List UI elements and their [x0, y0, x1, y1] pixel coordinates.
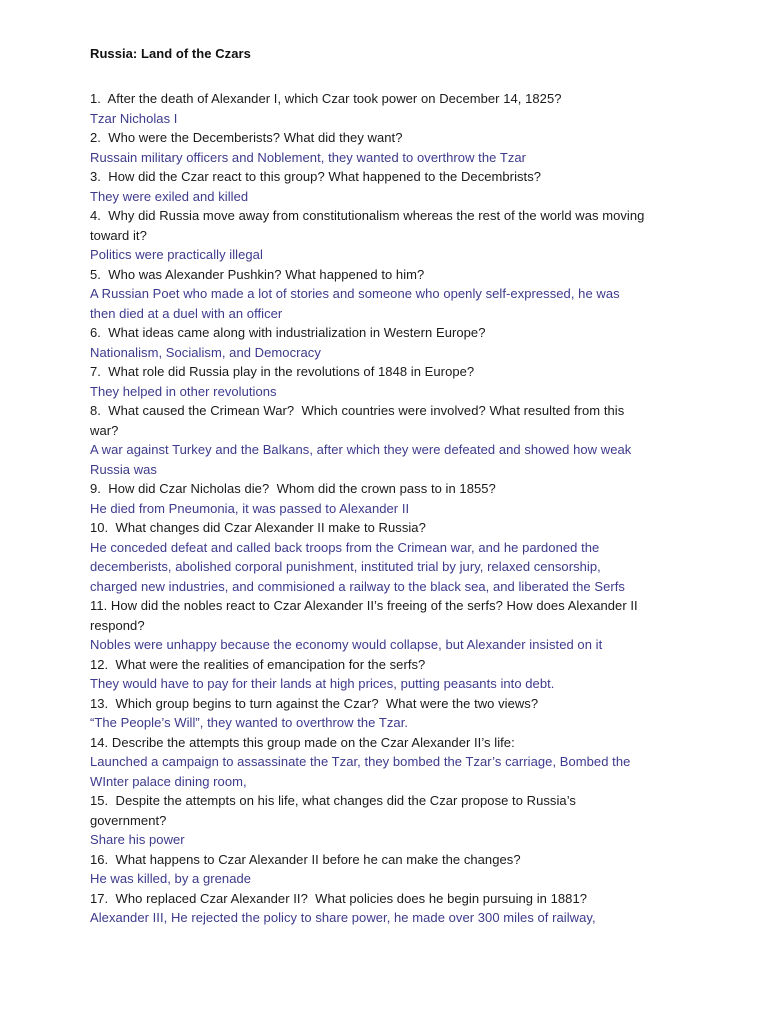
answer-line: A war against Turkey and the Balkans, after which they were defeated and showed how weak — [90, 442, 632, 457]
question-line: 6. What ideas came along with industrialization in Western Europe? — [90, 325, 486, 340]
answer-line: He was killed, by a grenade — [90, 871, 252, 886]
answer-line: Russia was — [90, 461, 157, 477]
question-line: 14. Describe the attempts this group made on the Czar Alexander II’s life: — [90, 734, 515, 750]
document-title: Russia: Land of the Czars — [90, 46, 251, 61]
answer-line: charged new industries, and commisioned a railway to the black sea, and liberated the Serfs — [90, 578, 625, 594]
answer-line: Launched a campaign to assassinate the Tzar, they bombed the Tzar’s carriage, Bombed the — [90, 754, 631, 769]
question-answer-list — [90, 89, 690, 928]
answer-line: Politics were practically illegal — [90, 247, 263, 262]
answer-line: Alexander III, He rejected the policy to share power, he made over 300 miles of railway, — [90, 910, 596, 925]
question-line: 12. What were the realities of emancipation for the serfs? — [90, 656, 426, 672]
question-line: toward it? — [90, 227, 147, 243]
question-line: 5. Who was Alexander Pushkin? What happened to him? — [90, 266, 425, 282]
question-line: 17. Who replaced Czar Alexander II? What policies does he begin pursuing in 1881? — [90, 890, 588, 906]
question-line: 8. What caused the Crimean War? Which countries were involved? What resulted from this — [90, 403, 625, 418]
document-page — [90, 45, 690, 928]
answer-line: Nationalism, Socialism, and Democracy — [90, 344, 321, 360]
question-line: 10. What changes did Czar Alexander II make to Russia? — [90, 520, 426, 535]
question-line: 15. Despite the attempts on his life, what changes did the Czar propose to Russia’s — [90, 793, 576, 808]
question-line: war? — [90, 422, 119, 438]
question-line: 2. Who were the Decemberists? What did they want? — [90, 130, 403, 145]
question-line: government? — [90, 812, 167, 828]
answer-line: Nobles were unhappy because the economy would collapse, but Alexander insisted on it — [90, 637, 603, 652]
question-line: 16. What happens to Czar Alexander II before he can make the changes? — [90, 851, 521, 867]
question-line: respond? — [90, 617, 145, 633]
answer-line: “The People’s Will”, they wanted to overthrow the Tzar. — [90, 715, 409, 730]
answer-line: They would have to pay for their lands at high prices, putting peasants into debt. — [90, 676, 555, 691]
answer-line: He died from Pneumonia, it was passed to Alexander II — [90, 500, 410, 516]
question-line: 4. Why did Russia move away from constitutionalism whereas the rest of the world was moving — [90, 208, 645, 223]
question-line: 7. What role did Russia play in the revolutions of 1848 in Europe? — [90, 364, 475, 379]
question-line: 3. How did the Czar react to this group? What happened to the Decembrists? — [90, 169, 542, 184]
question-line: 11. How did the nobles react to Czar Alexander II’s freeing of the serfs? How does Alexander II — [90, 598, 638, 613]
answer-line: then died at a duel with an officer — [90, 305, 283, 321]
question-line: 9. How did Czar Nicholas die? Whom did the crown pass to in 1855? — [90, 481, 496, 496]
question-line: 1. After the death of Alexander I, which Czar took power on December 14, 1825? — [90, 91, 562, 106]
answer-line: They were exiled and killed — [90, 188, 249, 204]
answer-line: Share his power — [90, 832, 185, 847]
question-line: 13. Which group begins to turn against the Czar? What were the two views? — [90, 695, 539, 711]
answer-line: A Russian Poet who made a lot of stories and someone who openly self-expressed, he was — [90, 286, 620, 301]
answer-line: WInter palace dining room, — [90, 773, 247, 789]
answer-line: decemberists, abolished corporal punishment, instituted trial by jury, relaxed censorship, — [90, 559, 601, 574]
answer-line: He conceded defeat and called back troops from the Crimean war, and he pardoned the — [90, 539, 600, 555]
answer-line: Tzar Nicholas I — [90, 110, 178, 126]
answer-line: Russain military officers and Noblement, they wanted to overthrow the Tzar — [90, 149, 527, 165]
answer-line: They helped in other revolutions — [90, 383, 277, 399]
